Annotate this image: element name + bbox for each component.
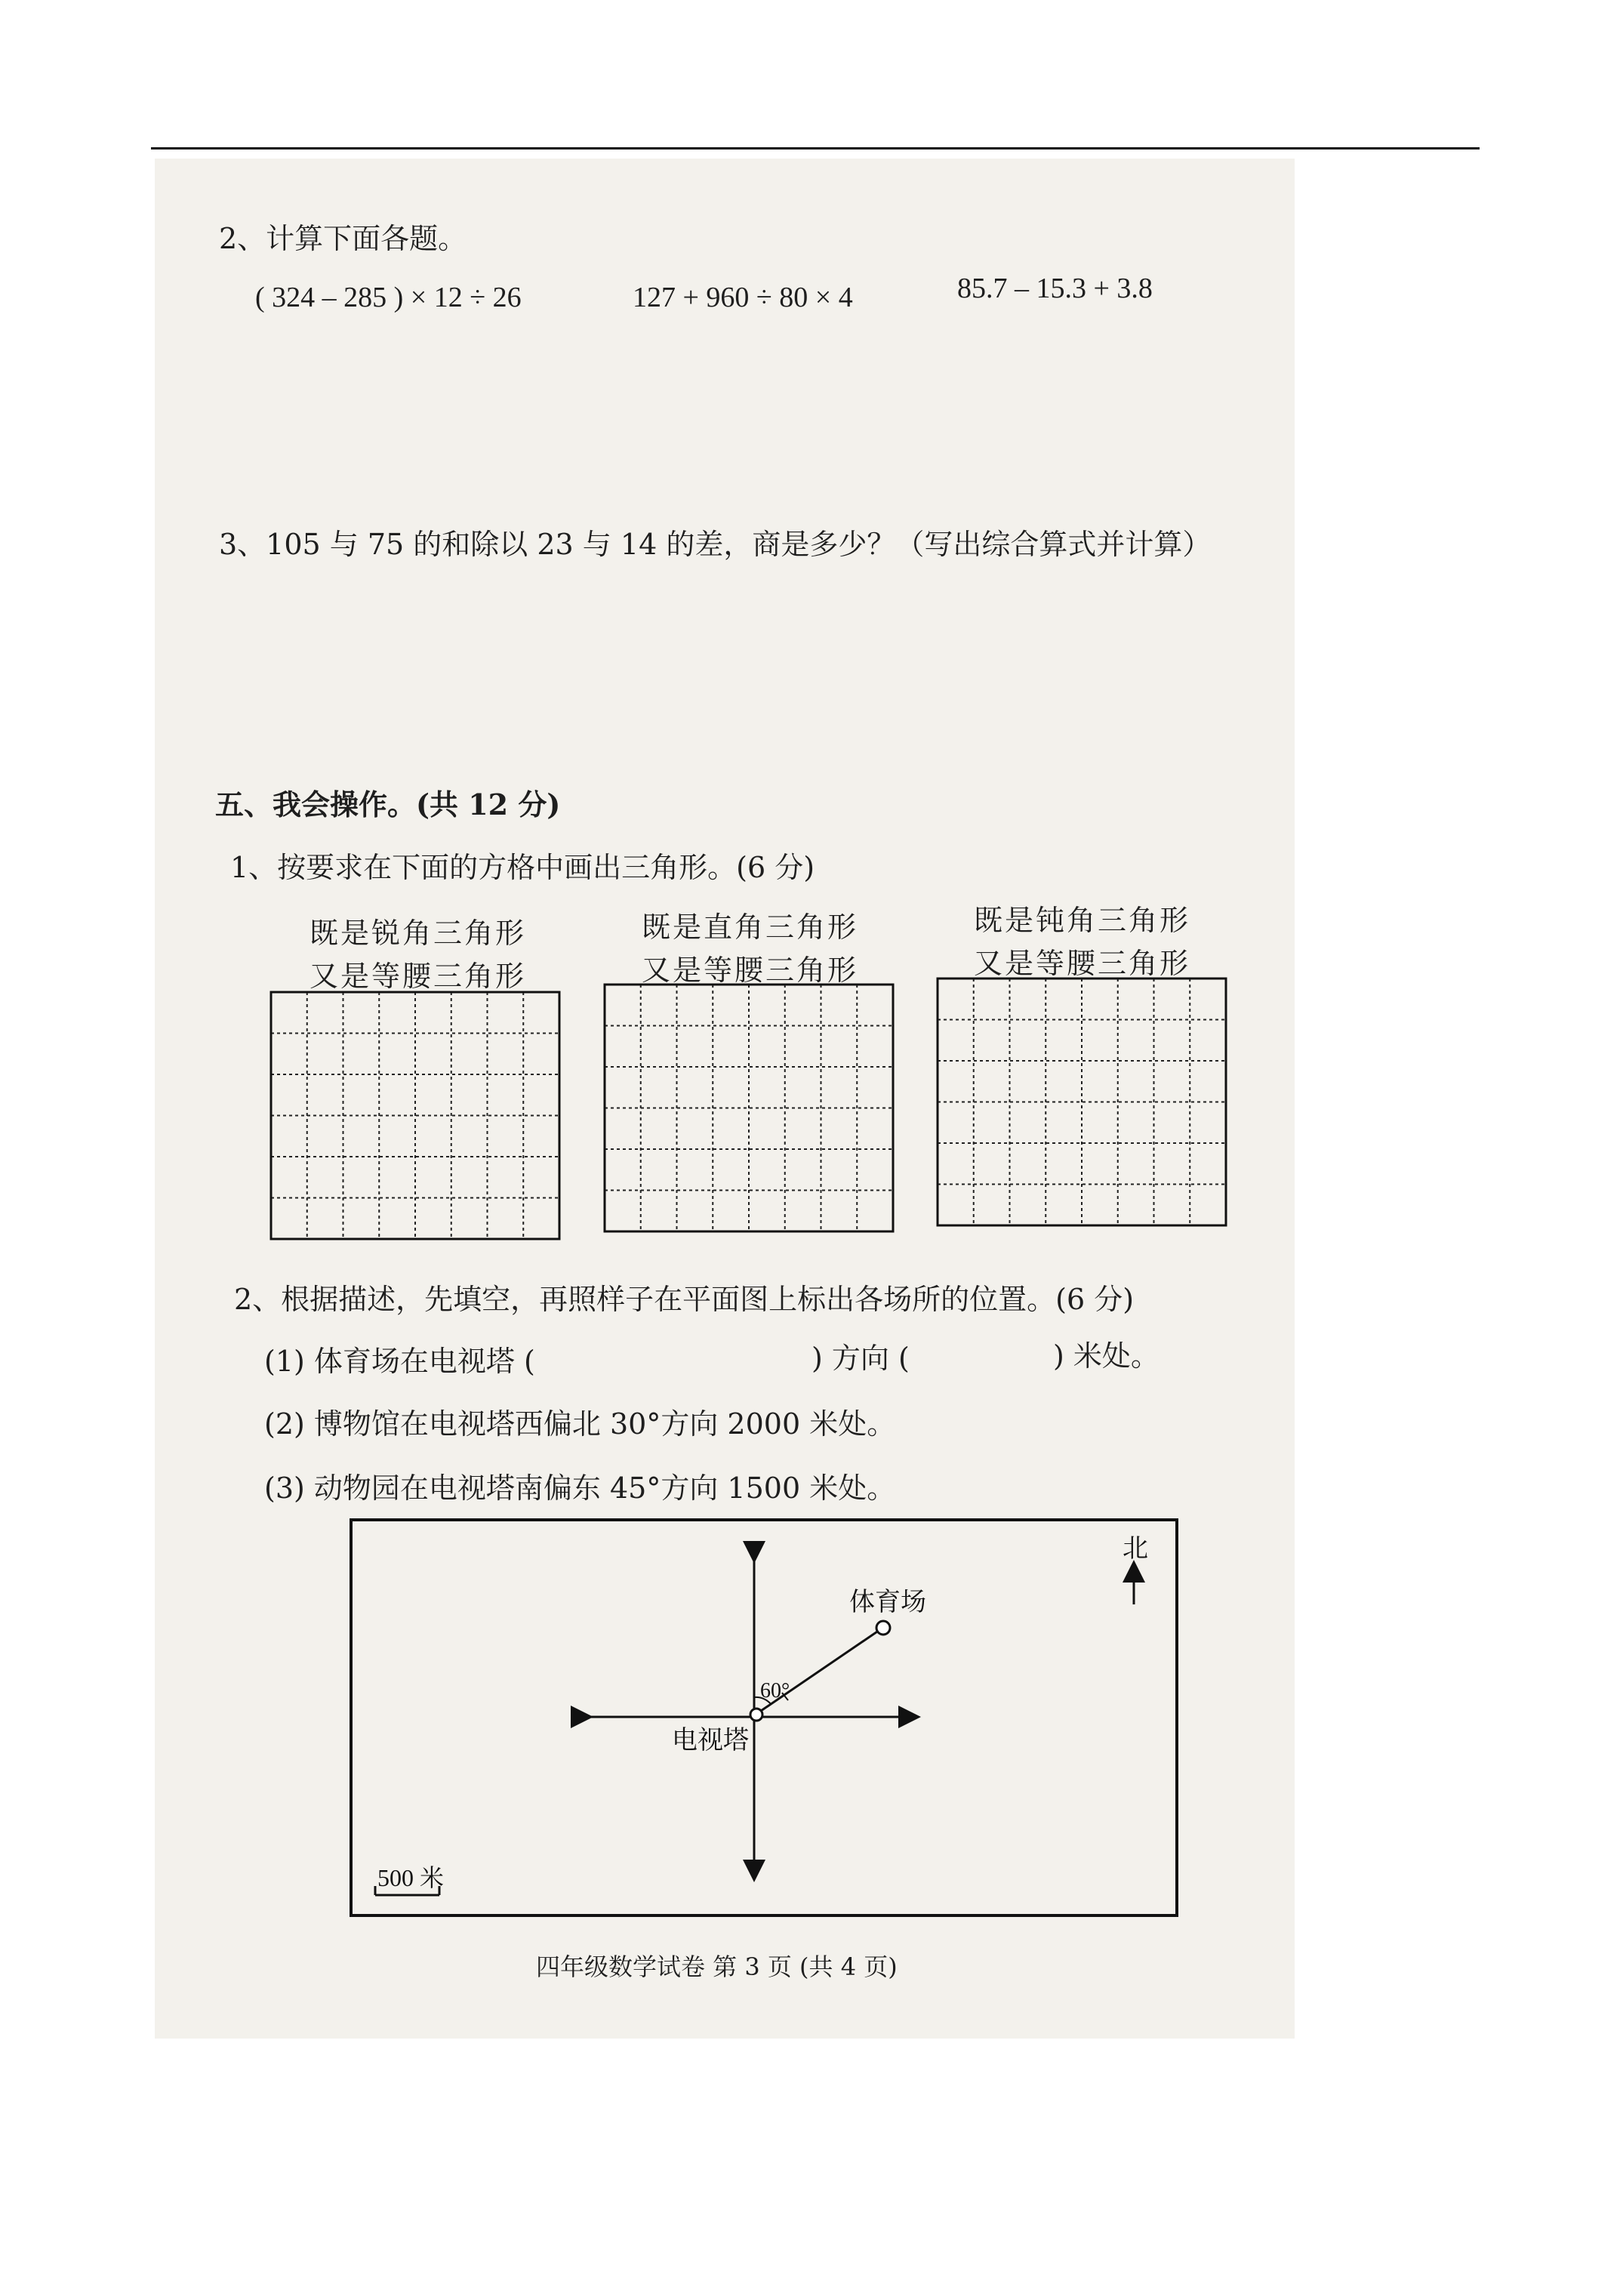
q3-text: 3、105 与 75 的和除以 23 与 14 的差，商是多少？（写出综合算式并计算） [219, 528, 1212, 561]
q5-2-item1-a: (1) 体育场在电视塔 ( [264, 1345, 535, 1378]
plan-map[interactable] [349, 1518, 1179, 1918]
blank-distance[interactable] [929, 1335, 1049, 1370]
q5-1-title: 1、按要求在下面的方格中画出三角形。(6 分) [230, 851, 815, 884]
q5-2-title: 2、根据描述，先填空，再照样子在平面图上标出各场所的位置。(6 分) [234, 1283, 1135, 1316]
scale-label: 500 米 [377, 1864, 445, 1891]
q5-2-item3: (3) 动物园在电视塔南偏东 45°方向 1500 米处。 [264, 1472, 896, 1505]
grid-obtuse-isosceles[interactable] [935, 975, 1229, 1228]
blank-direction[interactable] [574, 1338, 800, 1373]
expr-2: 127 + 960 ÷ 80 × 4 [633, 282, 853, 313]
caption-1-line2: 又是等腰三角形 [310, 960, 527, 993]
section-5-title: 五、我会操作。(共 12 分) [215, 787, 561, 821]
tower-label: 电视塔 [672, 1725, 749, 1755]
angle-label: 60° [760, 1679, 790, 1703]
caption-2-line2: 又是等腰三角形 [642, 954, 859, 987]
caption-3-line2: 又是等腰三角形 [974, 947, 1191, 980]
q5-2-item2: (2) 博物馆在电视塔西偏北 30°方向 2000 米处。 [264, 1407, 896, 1441]
q5-2-item1-b: ) 方向 ( [812, 1342, 910, 1375]
caption-2-line1: 既是直角三角形 [642, 911, 859, 944]
grid-right-isosceles[interactable] [602, 982, 896, 1234]
caption-3-line1: 既是钝角三角形 [974, 904, 1191, 937]
expr-1: ( 324 – 285 ) × 12 ÷ 26 [255, 282, 522, 313]
north-label: 北 [1123, 1533, 1148, 1564]
stadium-point [876, 1621, 890, 1635]
caption-1-line1: 既是锐角三角形 [310, 917, 527, 950]
grid-acute-isosceles[interactable] [268, 989, 562, 1242]
q2-title: 2、计算下面各题。 [219, 222, 467, 255]
top-rule [151, 147, 1480, 149]
stadium-label: 体育场 [849, 1587, 926, 1617]
q5-2-item1-c: ) 米处。 [1053, 1339, 1160, 1373]
page-footer: 四年级数学试卷 第 3 页 (共 4 页) [536, 1952, 898, 1981]
expr-3: 85.7 – 15.3 + 3.8 [957, 273, 1153, 304]
tower-point [750, 1709, 762, 1721]
